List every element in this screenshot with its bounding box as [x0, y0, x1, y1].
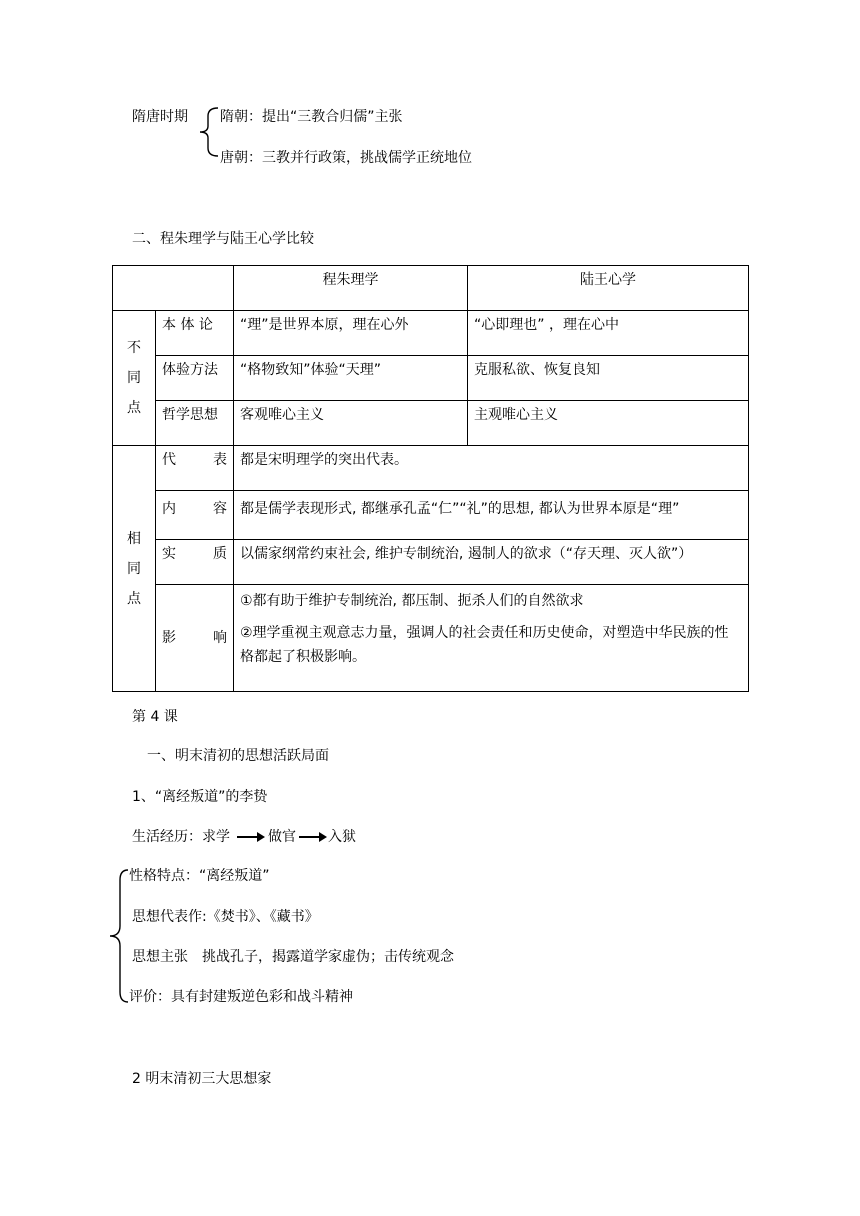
row-label: 影 响 [156, 585, 234, 692]
brace-bracket-icon [108, 868, 130, 1004]
row-label: 代 表 [156, 446, 234, 491]
sui-dynasty-text: 隋朝：提出“三教合归儒”主张 [220, 109, 403, 125]
life-step-prison: 入狱 [328, 829, 356, 845]
table-row [113, 585, 749, 692]
table-row [113, 401, 749, 446]
table-cell: 都是宋明理学的突出代表。 [234, 446, 749, 491]
section-two-heading: 二、程朱理学与陆王心学比较 [132, 231, 314, 247]
table-cell: “心即理也” ，理在心中 [468, 311, 749, 356]
row-label: 哲学思想 [156, 401, 234, 446]
personality-text: 性格特点：“离经叛道” [129, 868, 270, 884]
table-cell: 主观唯心主义 [468, 401, 749, 446]
table-cell: “理”是世界本原，理在心外 [234, 311, 468, 356]
table-cell: 克服私欲、恢复良知 [468, 356, 749, 401]
item-two-heading: 2 明末清初三大思想家 [132, 1071, 272, 1087]
same-group-label: 相 同 点 [113, 446, 156, 692]
table-row [113, 356, 749, 401]
ideas-text: 思想主张 挑战孔子，揭露道学家虚伪；击传统观念 [132, 949, 454, 965]
table-cell: “格物致知”体验“天理” [234, 356, 468, 401]
table-row [113, 446, 749, 491]
row-label: 体验方法 [156, 356, 234, 401]
arrow-right-icon [299, 836, 325, 838]
lesson-title: 第 4 课 [132, 709, 178, 725]
row-label: 内 容 [156, 491, 234, 540]
lesson-heading-one: 一、明末清初的思想活跃局面 [147, 748, 329, 764]
impact-cell [234, 585, 749, 692]
table-row [113, 311, 749, 356]
life-experience-label: 生活经历：求学 [132, 829, 230, 845]
suitang-label: 隋唐时期 [132, 109, 188, 125]
arrow-right-icon [237, 836, 263, 838]
table-row [113, 540, 749, 585]
comparison-table [112, 265, 749, 692]
item-one-heading: 1、“离经叛道”的李贽 [132, 789, 268, 805]
impact-line-2: ②理学重视主观意志力量，强调人的社会责任和历史使命，对塑造中华民族的性格都起了积极影响。 [240, 625, 729, 665]
table-cell: 都是儒学表现形式, 都继承孔孟“仁”“礼”的思想, 都认为世界本原是“理” [234, 491, 749, 540]
diff-group-label: 不 同 点 [113, 311, 156, 446]
works-text: 思想代表作:《焚书》、《藏书》 [132, 909, 319, 925]
evaluation-text: 评价：具有封建叛逆色彩和战斗精神 [129, 989, 353, 1005]
table-corner-cell [113, 266, 234, 311]
table-cell: 客观唯心主义 [234, 401, 468, 446]
header-chengzhu: 程朱理学 [234, 266, 468, 311]
table-row [113, 491, 749, 540]
header-luwang: 陆王心学 [468, 266, 749, 311]
impact-line-1: ①都有助于维护专制统治, 都压制、扼杀人们的自然欲求 [240, 593, 584, 609]
tang-dynasty-text: 唐朝：三教并行政策，挑战儒学正统地位 [220, 150, 472, 166]
row-label: 本 体 论 [156, 311, 234, 356]
table-cell: 以儒家纲常约束社会, 维护专制统治, 遏制人的欲求（“存天理、灭人欲”） [234, 540, 749, 585]
brace-bracket-icon [198, 106, 220, 158]
table-header-row [113, 266, 749, 311]
row-label: 实 质 [156, 540, 234, 585]
life-step-official: 做官 [268, 829, 296, 845]
